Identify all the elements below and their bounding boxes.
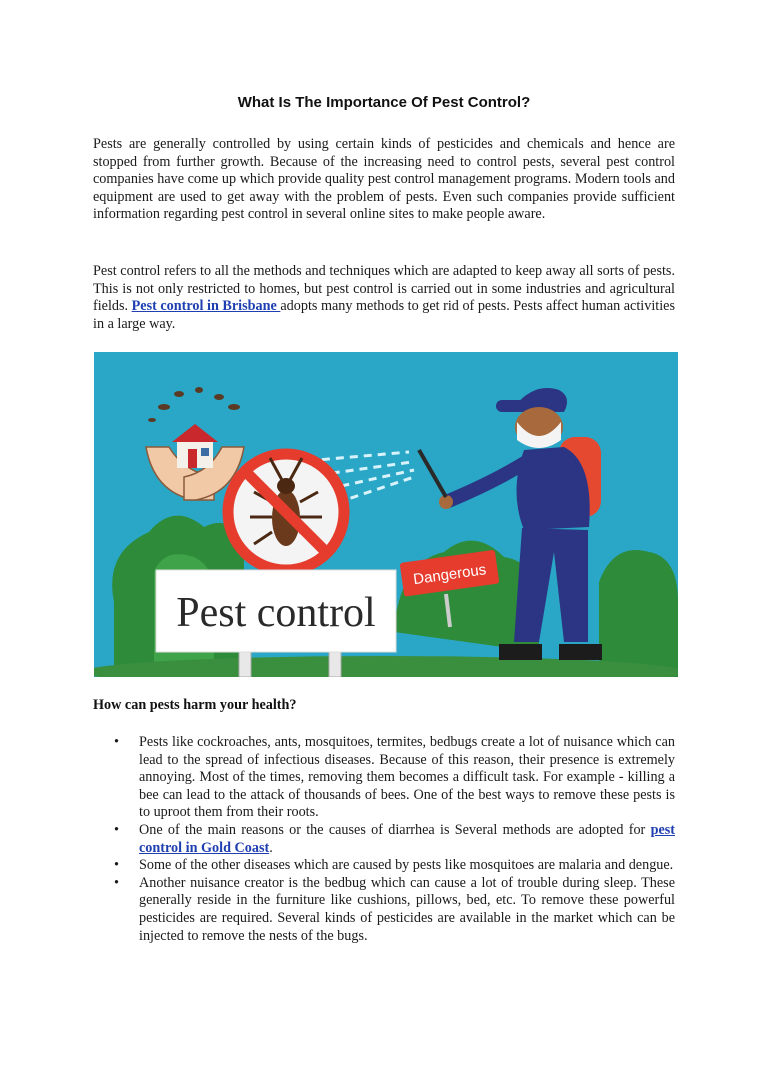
intro-paragraph: Pests are generally controlled by using certain kinds of pesticides and chemicals and hence are stopped from further growth. Because of the increasing need to control pests, several pest control companies have come up which provide quality pest control management programs. Modern tools and equipment are used to get away with the problem of pests. Even such companies provide sufficient information regarding pest control in several online sites to make people aware. <box>93 136 675 223</box>
list-item-text-end: . <box>269 839 273 856</box>
pest-control-paragraph <box>93 263 675 333</box>
paragraph-text-end: adopts many methods to get rid of pests. Pests affect human activities in a large way. <box>93 298 675 332</box>
bullet-icon: • <box>114 734 119 750</box>
list-item-text: Pests like cockroaches, ants, mosquitoes, termites, bedbugs create a lot of nuisance which can lead to the spread of infectious diseases. Because of this reason, their presence is extremely annoying. Most of the times, removing them becomes a difficult task. For example - killing a bee can lead to the attack of thousands of bees. One of the best ways to remove these pests is to uproot them from their roots. <box>139 734 675 821</box>
list-item <box>93 822 675 857</box>
brisbane-link[interactable]: Pest control in Brisbane <box>131 298 281 315</box>
list-item-text: One of the main reasons or the causes of diarrhea is Several methods are adopted for <box>139 821 651 838</box>
bullet-icon: • <box>114 821 119 838</box>
no-bugs-sign <box>228 454 344 570</box>
bullet-icon: • <box>114 857 119 874</box>
pest-control-illustration <box>94 352 678 677</box>
list-item <box>93 857 675 875</box>
sign-label: Pest control <box>176 590 376 636</box>
page-title: What Is The Importance Of Pest Control? <box>237 94 531 111</box>
pest-control-board <box>156 570 396 652</box>
list-item <box>93 734 675 822</box>
list-item <box>93 875 675 945</box>
section-heading: How can pests harm your health? <box>93 697 297 713</box>
list-item-text: Some of the other diseases which are caused by pests like mosquitoes are malaria and dengue. <box>139 857 674 874</box>
warning-label: Dangerous <box>412 561 488 589</box>
gold-coast-link[interactable]: pest control in Gold Coast <box>139 821 675 856</box>
bullet-icon: • <box>114 874 119 891</box>
health-bullet-list <box>93 734 675 945</box>
paragraph-text: Pest control refers to all the methods and techniques which are adapted to keep away all sorts of pests. This is not only restricted to homes, but pest control is carried out in some industries and agricultural fields. <box>93 263 675 315</box>
list-item-text: Another nuisance creator is the bedbug which can cause a lot of trouble during sleep. These generally reside in the furniture like cushions, pillows, bed, etc. To remove these powerful pesticides are required. Several kinds of pesticides are available in the market which can be injected to remove the nests of the bugs. <box>139 874 675 944</box>
